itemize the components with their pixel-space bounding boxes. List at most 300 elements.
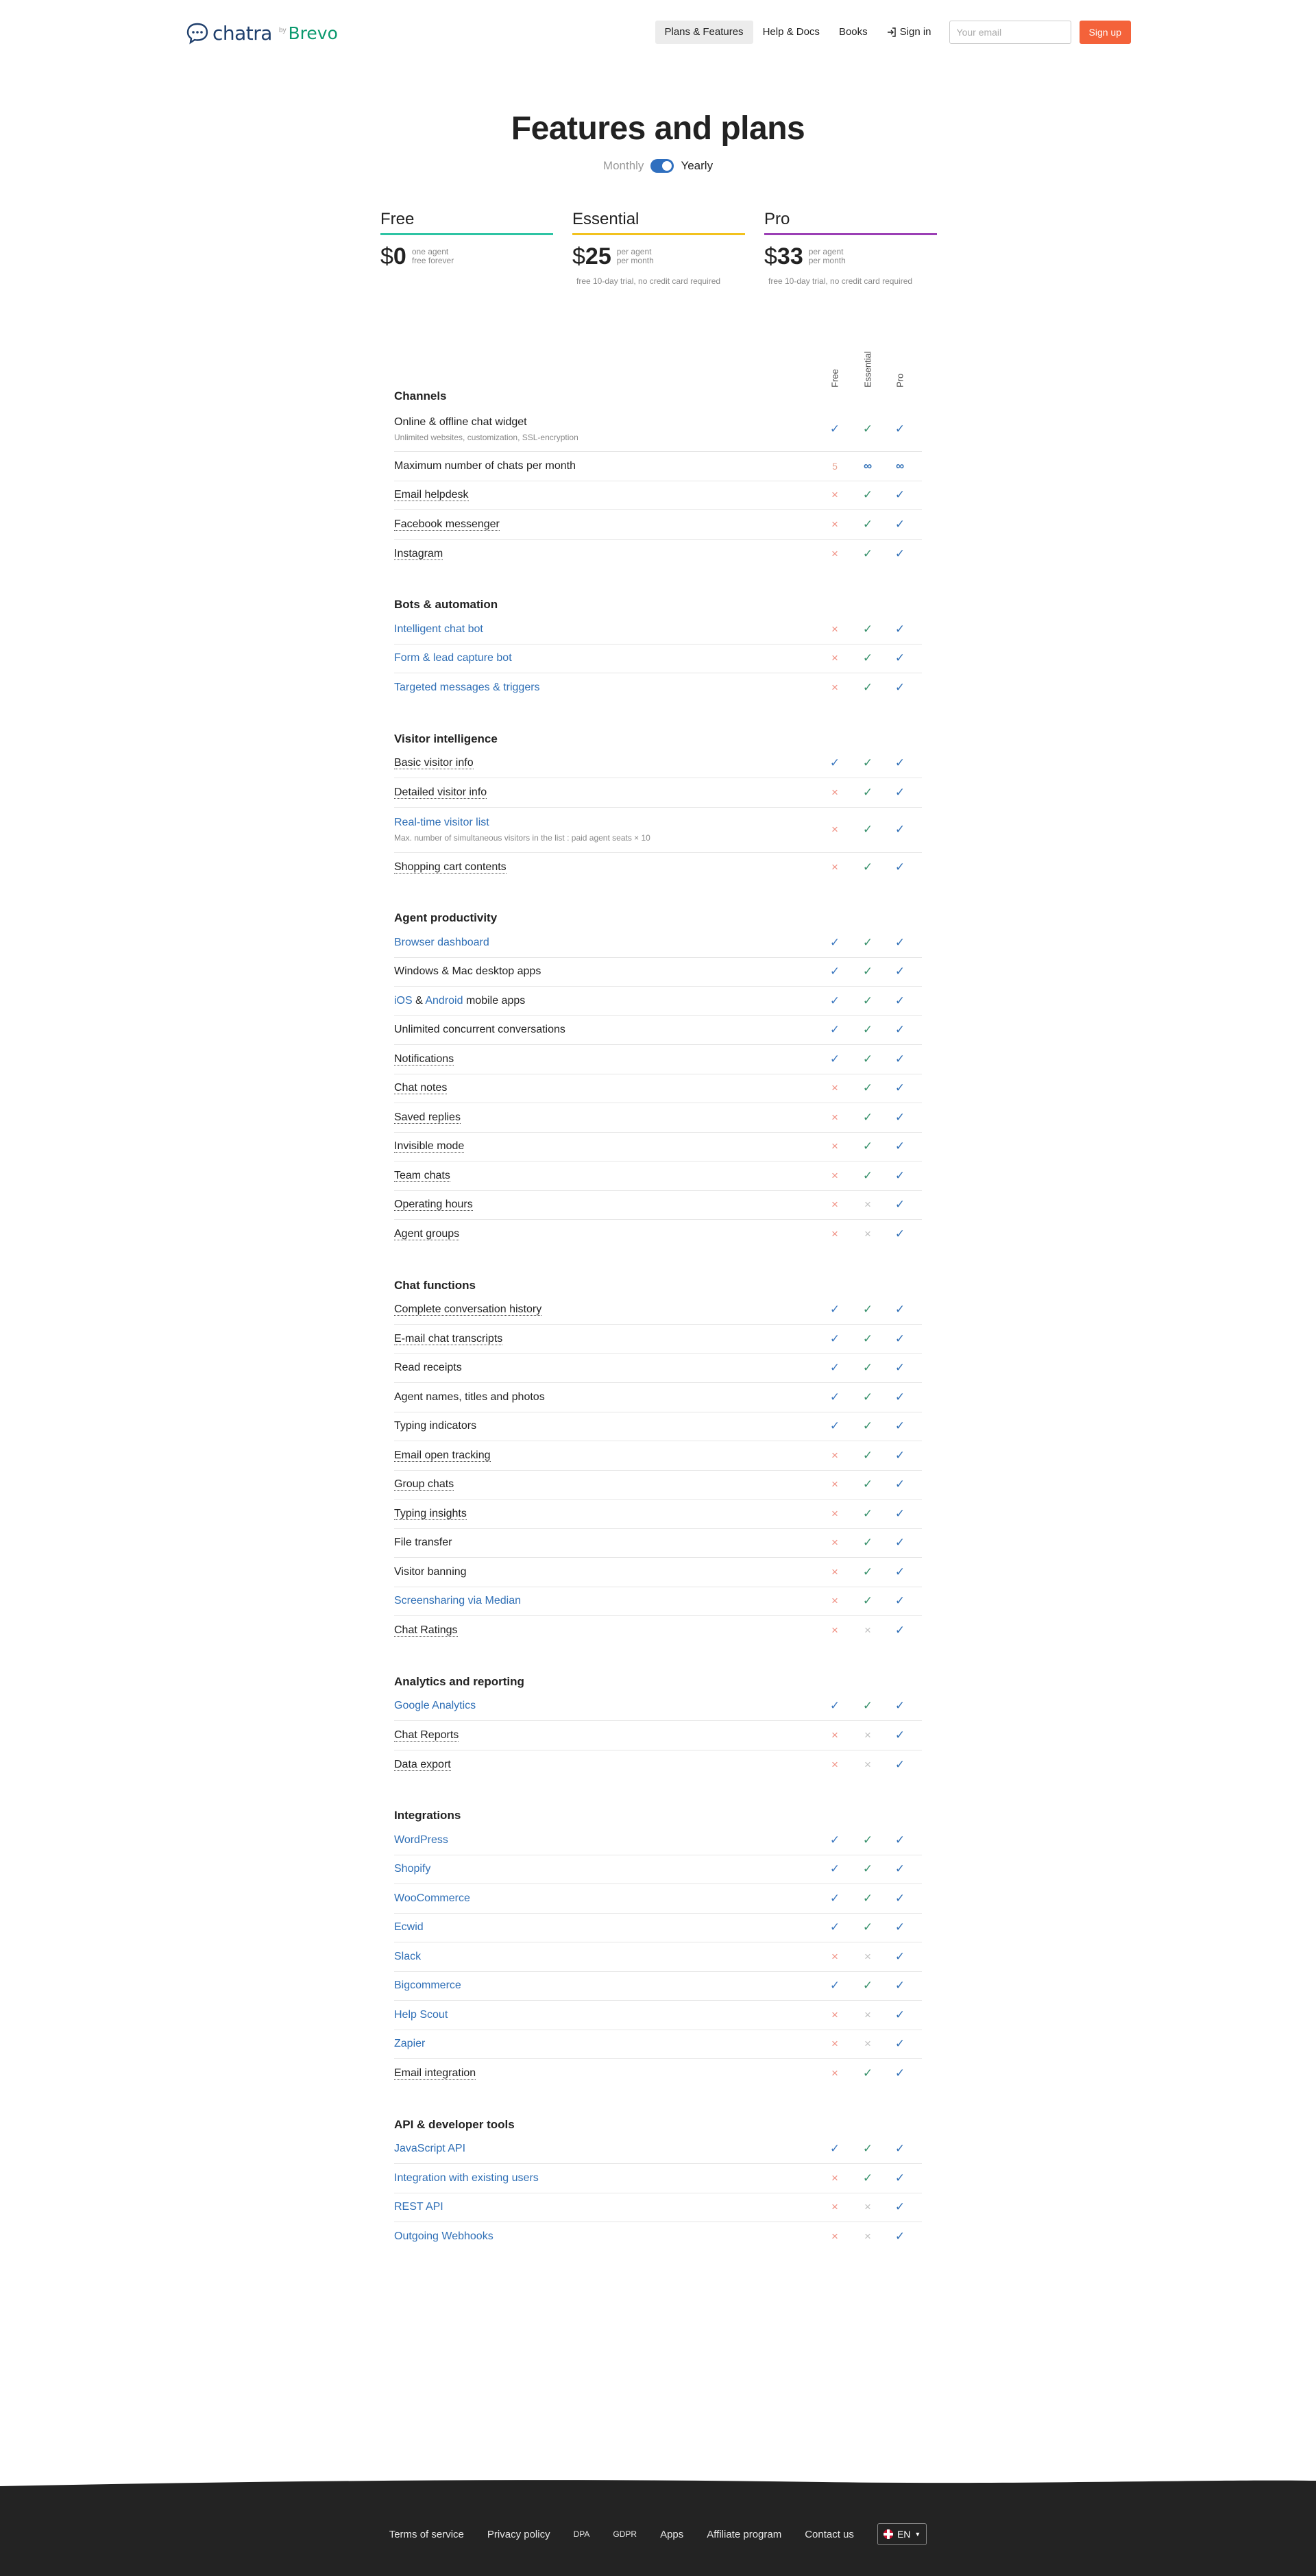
feature-label-wrap [394, 1759, 451, 1771]
feature-woocommerce[interactable]: WooCommerce [394, 1892, 470, 1904]
footer-links [0, 2523, 1316, 2545]
check-icon: ✓ [894, 546, 905, 560]
feature-row [394, 1296, 922, 1325]
check-icon: ✓ [862, 681, 873, 695]
check-icon: ✓ [862, 1052, 873, 1066]
check-icon: ✓ [862, 1921, 873, 1934]
feature-row [394, 2222, 922, 2252]
section-integrations [394, 1805, 922, 2089]
check-icon: ✓ [894, 1699, 905, 1713]
feature-chat-ratings[interactable] [394, 1624, 458, 1637]
check-icon: ✓ [862, 1448, 873, 1462]
page-title: Features and plans [511, 110, 805, 147]
feature-shopify[interactable]: Shopify [394, 1863, 431, 1875]
top-nav [655, 21, 1132, 44]
feature-label-wrap [394, 548, 443, 560]
check-icon: ✓ [862, 1303, 873, 1316]
plan-name: Essential [572, 210, 745, 235]
section-title: Analytics and reporting [394, 1674, 524, 1688]
check-icon: ✓ [894, 994, 905, 1007]
feature-row [394, 407, 922, 452]
feature-label-wrap [394, 1892, 470, 1905]
cross-icon: × [831, 1227, 838, 1241]
feature-row [394, 2135, 922, 2165]
billing-monthly-label[interactable]: Monthly [602, 159, 644, 172]
check-icon: ✓ [862, 785, 873, 799]
cross-icon: × [831, 823, 838, 836]
footer-privacy-link[interactable]: Privacy policy [487, 2528, 550, 2540]
check-icon: ✓ [894, 1361, 905, 1375]
nav-books[interactable]: Books [838, 26, 868, 38]
feature-row [394, 1074, 922, 1104]
price-note-line: per month [616, 256, 654, 265]
check-icon: ✓ [862, 1478, 873, 1491]
check-icon: ✓ [894, 1110, 905, 1124]
nav-plans-features[interactable]: Plans & Features [655, 21, 753, 44]
check-icon: ✓ [894, 1506, 905, 1520]
check-icon: ✓ [862, 1506, 873, 1520]
feature-email-integration[interactable] [394, 2067, 476, 2080]
feature-label-wrap [394, 489, 469, 501]
cross-icon: × [831, 1728, 838, 1742]
check-icon: ✓ [829, 422, 840, 435]
currency-symbol: $ [572, 243, 585, 269]
nav-help-docs[interactable]: Help & Docs [762, 26, 820, 38]
feature-label-wrap [394, 817, 650, 843]
feature-detailed-visitor-info[interactable] [394, 786, 487, 799]
plan-name: Free [380, 210, 553, 235]
feature-wordpress[interactable]: WordPress [394, 1833, 448, 1846]
check-icon: ✓ [894, 1081, 905, 1095]
feature-row [394, 853, 922, 882]
feature-row [394, 1191, 922, 1220]
feature-label: Basic visitor info [394, 757, 474, 769]
feature-bigcommerce[interactable]: Bigcommerce [394, 1979, 461, 1992]
feature-ecwid[interactable]: Ecwid [394, 1921, 424, 1934]
plan-price [764, 243, 803, 269]
feature-shopping-cart-contents[interactable] [394, 861, 507, 874]
plan-price-row [572, 243, 745, 269]
feature-label-wrap [394, 460, 576, 472]
feature-operating-hours[interactable] [394, 1199, 473, 1211]
footer-terms-link[interactable]: Terms of service [389, 2528, 464, 2540]
cross-icon: × [831, 1757, 838, 1771]
plan-free [380, 210, 553, 269]
feature-agent-names-titles-and-photos: Agent names, titles and photos [394, 1391, 545, 1403]
feature-windows-mac-desktop-apps: Windows & Mac desktop apps [394, 965, 541, 978]
check-icon: ✓ [894, 2230, 905, 2243]
infinity-icon: ∞ [863, 459, 873, 472]
feature-saved-replies[interactable] [394, 1111, 461, 1124]
check-icon: ✓ [862, 517, 873, 531]
feature-label-wrap [394, 1537, 452, 1549]
price-amount: 25 [585, 243, 611, 269]
cross-icon: × [831, 488, 838, 502]
feature-label: Notifications [394, 1052, 454, 1065]
feature-row [394, 1616, 922, 1646]
check-icon: ✓ [894, 517, 905, 531]
check-icon: ✓ [894, 2037, 905, 2051]
check-icon: ✓ [894, 651, 905, 665]
feature-row [394, 673, 922, 703]
cross-icon: × [864, 2230, 871, 2243]
feature-row [394, 1500, 922, 1529]
feature-label-wrap [394, 2038, 425, 2050]
section-agent-productivity [394, 908, 922, 1249]
check-icon: ✓ [894, 2171, 905, 2184]
cross-icon: × [864, 1227, 871, 1241]
feature-label-wrap [394, 1834, 448, 1846]
feature-basic-visitor-info[interactable] [394, 757, 474, 769]
features-table [394, 346, 922, 2279]
check-icon: ✓ [894, 422, 905, 435]
uk-flag-icon [884, 2529, 893, 2539]
feature-label: Facebook messenger [394, 518, 500, 530]
feature-label-wrap [394, 1170, 450, 1182]
feature-javascript-api[interactable]: JavaScript API [394, 2143, 466, 2155]
check-icon: ✓ [862, 2067, 873, 2080]
check-icon: ✓ [862, 1891, 873, 1905]
check-icon: ✓ [894, 965, 905, 978]
feature-google-analytics[interactable]: Google Analytics [394, 1700, 476, 1712]
feature-row [394, 808, 922, 853]
cross-icon: × [831, 2037, 838, 2051]
check-icon: ✓ [894, 1949, 905, 1963]
feature-label-wrap [394, 1951, 421, 1963]
feature-row [394, 1161, 922, 1191]
plans [380, 210, 936, 299]
feature-outgoing-webhooks[interactable]: Outgoing Webhooks [394, 2230, 494, 2243]
ios-link[interactable]: iOS [394, 994, 413, 1007]
cross-icon: × [831, 1478, 838, 1491]
feature-rest-api[interactable]: REST API [394, 2201, 443, 2213]
feature-form-lead-capture-bot[interactable]: Form & lead capture bot [394, 652, 512, 664]
caret-down-icon: ▼ [914, 2531, 921, 2538]
feature-browser-dashboard[interactable]: Browser dashboard [394, 936, 489, 948]
language-select[interactable] [877, 2523, 927, 2545]
feature-label-wrap [394, 1420, 476, 1432]
check-icon: ✓ [862, 1168, 873, 1182]
cross-icon: × [831, 1140, 838, 1153]
cross-icon: × [831, 1110, 838, 1124]
feature-label-wrap [394, 2201, 443, 2213]
feature-help-scout[interactable]: Help Scout [394, 2008, 448, 2021]
cross-icon: × [831, 1624, 838, 1637]
feature-maximum-number-of-chats-per-month: Maximum number of chats per month [394, 459, 576, 472]
check-icon: ✓ [862, 1081, 873, 1095]
feature-label: Complete conversation history [394, 1303, 542, 1316]
footer-contact-link[interactable]: Contact us [805, 2528, 854, 2540]
feature-group-chats[interactable] [394, 1478, 454, 1491]
feature-chat-reports[interactable] [394, 1729, 459, 1742]
cross-icon: × [864, 2200, 871, 2214]
feature-label: Chat notes [394, 1082, 448, 1094]
feature-row [394, 1942, 922, 1972]
check-icon: ✓ [829, 1052, 840, 1066]
feature-label: Detailed visitor info [394, 786, 487, 798]
check-icon: ✓ [862, 488, 873, 502]
check-icon: ✓ [862, 1862, 873, 1876]
check-icon: ✓ [862, 422, 873, 435]
feature-label: Team chats [394, 1169, 450, 1181]
feature-label-wrap [394, 518, 500, 531]
feature-label [394, 995, 525, 1007]
footer-apps-link[interactable]: Apps [660, 2528, 684, 2540]
check-icon: ✓ [894, 1140, 905, 1153]
feature-invisible-mode[interactable] [394, 1140, 464, 1153]
feature-slack[interactable]: Slack [394, 1950, 422, 1962]
price-note [617, 248, 654, 265]
logo-brevo: Brevo [288, 23, 338, 43]
feature-row [394, 1587, 922, 1617]
plan-price-row [764, 243, 937, 269]
check-icon: ✓ [894, 785, 905, 799]
feature-instagram[interactable] [394, 548, 443, 560]
feature-label-wrap [394, 416, 578, 442]
feature-row [394, 1412, 922, 1442]
feature-label: Data export [394, 1758, 451, 1770]
cross-icon: × [831, 517, 838, 531]
check-icon: ✓ [829, 1303, 840, 1316]
feature-sections [394, 386, 922, 2252]
check-icon: ✓ [862, 1833, 873, 1846]
price-note [809, 248, 846, 265]
check-icon: ✓ [862, 994, 873, 1007]
feature-row [394, 1220, 922, 1249]
feature-visitor-banning: Visitor banning [394, 1565, 467, 1578]
check-icon: ✓ [894, 1862, 905, 1876]
feature-chat-notes[interactable] [394, 1082, 447, 1094]
check-icon: ✓ [894, 1478, 905, 1491]
check-icon: ✓ [862, 2171, 873, 2184]
plan-price [380, 243, 406, 269]
feature-row [394, 540, 922, 569]
feature-description: Max. number of simultaneous visitors in the list : paid agent seats × 10 [394, 833, 650, 843]
check-icon: ✓ [862, 651, 873, 665]
header [0, 0, 1316, 64]
check-icon: ✓ [894, 1023, 905, 1037]
billing-switch[interactable] [650, 159, 674, 173]
feature-label-wrap [394, 682, 540, 694]
feature-row [394, 1354, 922, 1384]
feature-row [394, 1103, 922, 1133]
check-icon: ✓ [894, 1979, 905, 1993]
switch-knob [662, 161, 672, 171]
check-icon: ✓ [894, 1052, 905, 1066]
section-title: Visitor intelligence [394, 732, 498, 745]
check-icon: ✓ [894, 1303, 905, 1316]
check-icon: ✓ [862, 1565, 873, 1578]
feature-label: Invisible mode [394, 1140, 465, 1153]
feature-label-wrap [394, 2230, 494, 2243]
feature-row [394, 1441, 922, 1471]
cross-icon: × [831, 546, 838, 560]
feature-label-wrap [394, 861, 507, 874]
feature-intelligent-chat-bot[interactable]: Intelligent chat bot [394, 623, 483, 635]
feature-label-wrap [394, 1303, 541, 1316]
feature-label: Agent groups [394, 1228, 460, 1240]
check-icon: ✓ [894, 823, 905, 836]
cross-icon: × [831, 1594, 838, 1608]
cross-icon: × [831, 2067, 838, 2080]
feature-data-export[interactable] [394, 1759, 451, 1771]
column-pro: Pro [894, 373, 905, 387]
feature-label-wrap [394, 1024, 565, 1036]
feature-row [394, 1529, 922, 1558]
feature-label: Email integration [394, 2067, 476, 2080]
feature-label-wrap [394, 1863, 430, 1875]
feature-email-open-tracking[interactable] [394, 1449, 491, 1462]
feature-row [394, 1045, 922, 1074]
logo[interactable] [185, 19, 338, 47]
check-icon: ✓ [894, 2200, 905, 2214]
feature-email-helpdesk[interactable] [394, 489, 469, 501]
trial-note: free 10-day trial, no credit card required [576, 276, 721, 286]
cross-icon: × [831, 785, 838, 799]
check-icon: ✓ [894, 1419, 905, 1433]
section-title: Chat functions [394, 1278, 476, 1292]
check-icon: ✓ [894, 1921, 905, 1934]
feature-row [394, 1558, 922, 1587]
plan-essential [572, 210, 745, 286]
check-icon: ✓ [829, 935, 840, 949]
feature-real-time-visitor-list[interactable]: Real-time visitor list [394, 817, 489, 828]
check-icon: ✓ [829, 756, 840, 770]
feature-label-wrap [394, 1478, 454, 1491]
feature-typing-insights[interactable] [394, 1508, 467, 1520]
feature-label-wrap [394, 2009, 448, 2021]
cross-icon: × [831, 1506, 838, 1520]
check-icon: ✓ [829, 965, 840, 978]
text: & [412, 994, 426, 1007]
feature-row [394, 1692, 922, 1722]
feature-label: Email open tracking [394, 1449, 491, 1461]
feature-targeted-messages-triggers[interactable]: Targeted messages & triggers [394, 682, 540, 694]
check-icon: ✓ [894, 1757, 905, 1771]
check-icon: ✓ [894, 1833, 905, 1846]
column-headers [394, 346, 922, 387]
currency-symbol: $ [764, 243, 777, 269]
feature-label: Chat Ratings [394, 1624, 458, 1637]
feature-notifications[interactable] [394, 1053, 454, 1066]
feature-row [394, 2001, 922, 2030]
check-icon: ✓ [894, 1565, 905, 1578]
billing-toggle [0, 159, 1316, 173]
check-icon: ✓ [829, 1361, 840, 1375]
column-essential: Essential [862, 351, 873, 387]
feature-facebook-messenger[interactable] [394, 518, 500, 531]
sign-up-button[interactable]: Sign up [1080, 21, 1131, 44]
section-title: Channels [394, 389, 447, 402]
check-icon: ✓ [894, 1227, 905, 1241]
feature-label-wrap [394, 1333, 502, 1345]
price-note-line: one agent [411, 247, 449, 256]
cross-icon: × [864, 1624, 871, 1637]
price-note-line: per month [808, 256, 846, 265]
feature-label-wrap [394, 1228, 459, 1240]
feature-label-wrap [394, 1700, 476, 1712]
check-icon: ✓ [894, 2142, 905, 2156]
feature-e-mail-chat-transcripts[interactable] [394, 1333, 502, 1345]
feature-label-wrap [394, 1140, 464, 1153]
cross-icon: × [831, 1536, 838, 1550]
feature-agent-groups[interactable] [394, 1228, 459, 1240]
android-link[interactable]: Android [425, 994, 463, 1007]
check-icon: ✓ [829, 1979, 840, 1993]
feature-label-wrap [394, 2143, 465, 2155]
sign-in-icon [887, 27, 897, 37]
feature-label: Saved replies [394, 1111, 461, 1123]
check-icon: ✓ [862, 622, 873, 636]
feature-row [394, 1133, 922, 1162]
footer-gdpr-link[interactable]: GDPR [613, 2529, 637, 2539]
feature-integration-with-existing-users[interactable]: Integration with existing users [394, 2171, 539, 2184]
feature-label: Operating hours [394, 1199, 473, 1211]
plan-price-row [380, 243, 553, 269]
cross-icon: × [831, 681, 838, 695]
section-title: Integrations [394, 1809, 461, 1822]
check-icon: ✓ [894, 681, 905, 695]
check-icon: ✓ [894, 1332, 905, 1345]
cross-icon: × [831, 860, 838, 874]
price-note [412, 248, 454, 265]
billing-yearly-label[interactable]: Yearly [681, 159, 714, 172]
check-icon: ✓ [829, 1419, 840, 1433]
cross-icon: × [831, 622, 838, 636]
email-input[interactable] [949, 21, 1071, 44]
feature-label: Shopping cart contents [394, 860, 507, 873]
feature-row [394, 481, 922, 511]
feature-label-wrap [394, 2172, 539, 2184]
check-icon: ✓ [894, 1891, 905, 1905]
cross-icon: × [864, 1198, 871, 1212]
check-icon: ✓ [894, 2067, 905, 2080]
footer-dpa-link[interactable]: DPA [573, 2529, 590, 2539]
cross-icon: × [864, 1728, 871, 1742]
feature-screensharing-via-median[interactable]: Screensharing via Median [394, 1595, 521, 1607]
feature-team-chats[interactable] [394, 1170, 450, 1182]
price-note-line: free forever [411, 256, 454, 265]
feature-row [394, 958, 922, 987]
currency-symbol: $ [380, 243, 393, 269]
footer-affiliate-link[interactable]: Affiliate program [707, 2528, 782, 2540]
feature-label-wrap [394, 1979, 461, 1992]
feature-label-wrap [394, 1391, 545, 1404]
feature-complete-conversation-history[interactable] [394, 1303, 541, 1316]
cross-icon: × [864, 1949, 871, 1963]
cross-icon: × [831, 1448, 838, 1462]
feature-label: Group chats [394, 1478, 454, 1491]
check-icon: ✓ [829, 1699, 840, 1713]
cross-icon: × [831, 1081, 838, 1095]
feature-row [394, 1383, 922, 1412]
nav-sign-in[interactable] [877, 21, 941, 44]
feature-label: Instagram [394, 547, 443, 559]
feature-zapier[interactable]: Zapier [394, 2038, 426, 2050]
cross-icon: × [831, 2171, 838, 2184]
feature-label: Typing insights [394, 1507, 467, 1519]
check-icon: ✓ [829, 1921, 840, 1934]
check-icon: ✓ [894, 756, 905, 770]
feature-label-wrap [394, 652, 512, 664]
check-icon: ✓ [894, 622, 905, 636]
check-icon: ✓ [894, 2008, 905, 2021]
cross-icon: × [864, 2037, 871, 2051]
check-icon: ✓ [862, 965, 873, 978]
check-icon: ✓ [862, 1140, 873, 1153]
logo-by: by [278, 26, 287, 34]
section-analytics-and-reporting [394, 1672, 922, 1780]
